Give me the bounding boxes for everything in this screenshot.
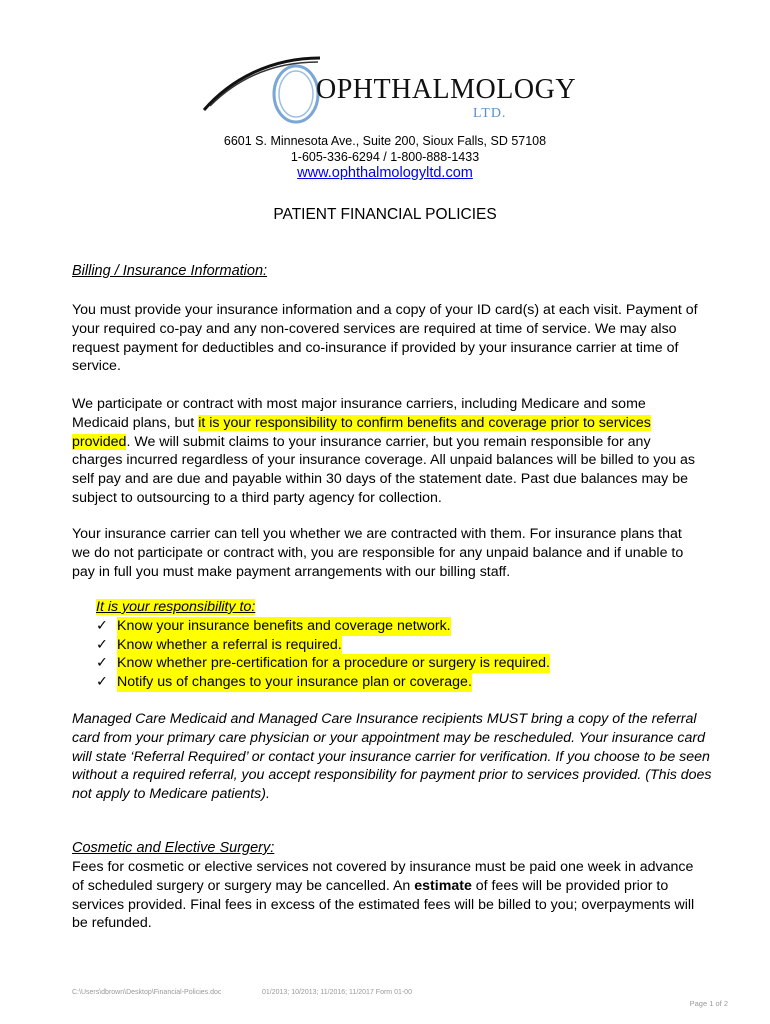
cosmetic-paragraph bbox=[72, 858, 702, 933]
cosmetic-heading: Cosmetic and Elective Surgery: bbox=[72, 840, 275, 856]
list-item bbox=[96, 636, 550, 655]
page-title: PATIENT FINANCIAL POLICIES bbox=[273, 206, 497, 223]
responsibility-heading: It is your responsibility to: bbox=[96, 599, 256, 615]
checkmark-icon: ✓ bbox=[96, 617, 108, 634]
phone-line: 1-605-336-6294 / 1-800-888-1433 bbox=[290, 150, 480, 164]
cosmetic-text-a: Fees for cosmetic or elective services not covered by insurance must be paid one week in advance of scheduled surgery or surgery may be cancelled. An bbox=[72, 859, 694, 894]
logo-wordmark: OPHTHALMOLOGY bbox=[316, 74, 577, 105]
billing-paragraph-1 bbox=[72, 301, 702, 376]
page-number: Page 1 of 2 bbox=[689, 999, 728, 1008]
list-item bbox=[96, 673, 550, 692]
billing-p2-text-b: . We will submit claims to your insurance carrier, but you remain responsible for any charges incurred regardless of your insurance coverage. All unpaid balances will be billed to you as self pay and are due and payable within 30 days of the statement date. Past due balances may be subject to outsourcing to a third party agency for collection. bbox=[72, 433, 696, 506]
checkmark-icon: ✓ bbox=[96, 674, 108, 691]
managed-care-paragraph: Managed Care Medicaid and Managed Care Insurance recipients MUST bring a copy of the referral card from your primary care physician or your appointment may be rescheduled. Your insurance card will state ‘Referral Required’ or contact your insurance carrier for verification. If you choose to be seen without a required referral, you accept responsibility for payment prior to services provided. (This does not apply to Medicare patients). bbox=[72, 711, 712, 803]
responsibility-list bbox=[96, 598, 550, 692]
list-item bbox=[96, 617, 550, 636]
cosmetic-text-b: of fees will be provided prior to services provided. Final fees in excess of the estimated fees will be billed to you; overpayments will be refunded. bbox=[72, 877, 695, 932]
billing-p3-text: Your insurance carrier can tell you whether we are contracted with them. For insurance plans that we do not participate or contract with, you are responsible for any unpaid balance and if unable to pay in full you must make payment arrangements with our billing staff. bbox=[72, 526, 684, 580]
list-item-text: Know your insurance benefits and coverage network. bbox=[117, 617, 451, 634]
checkmark-icon: ✓ bbox=[96, 655, 108, 672]
billing-paragraph-2 bbox=[72, 395, 702, 508]
billing-heading: Billing / Insurance Information: bbox=[72, 263, 268, 279]
address-line: 6601 S. Minnesota Ave., Suite 200, Sioux Falls, SD 57108 bbox=[223, 134, 547, 148]
list-item-text: Know whether pre-certification for a procedure or surgery is required. bbox=[117, 655, 550, 672]
billing-p2-highlight: it is your responsibility to confirm benefits and coverage prior to services provided bbox=[72, 414, 651, 450]
checkmark-icon: ✓ bbox=[96, 636, 108, 653]
billing-p1-text: You must provide your insurance information and a copy of your ID card(s) at each visit. Payment of your required co-pay and any non-covered services are required at time of service. We may also request payment for deductibles and co-insurance if provided by your insurance carrier at time of service. bbox=[72, 302, 698, 375]
cosmetic-estimate: estimate bbox=[414, 877, 472, 894]
logo-ltd: LTD. bbox=[473, 106, 507, 121]
footer-revisions: 01/2013; 10/2013; 11/2016; 11/2017 Form 01-00 bbox=[262, 989, 412, 996]
practice-logo bbox=[200, 50, 580, 130]
swoosh-eye-logo-icon bbox=[200, 50, 330, 130]
website-link[interactable]: www.ophthalmologyltd.com bbox=[297, 165, 473, 181]
billing-paragraph-3 bbox=[72, 525, 702, 581]
footer-file-path: C:\Users\dbrown\Desktop\Financial-Policies.doc bbox=[72, 989, 222, 996]
billing-p2-text-a: We participate or contract with most major insurance carriers, including Medicare and some Medicaid plans, but bbox=[72, 396, 646, 431]
list-item bbox=[96, 654, 550, 673]
list-item-text: Notify us of changes to your insurance plan or coverage. bbox=[117, 674, 472, 691]
list-item-text: Know whether a referral is required. bbox=[117, 636, 342, 653]
